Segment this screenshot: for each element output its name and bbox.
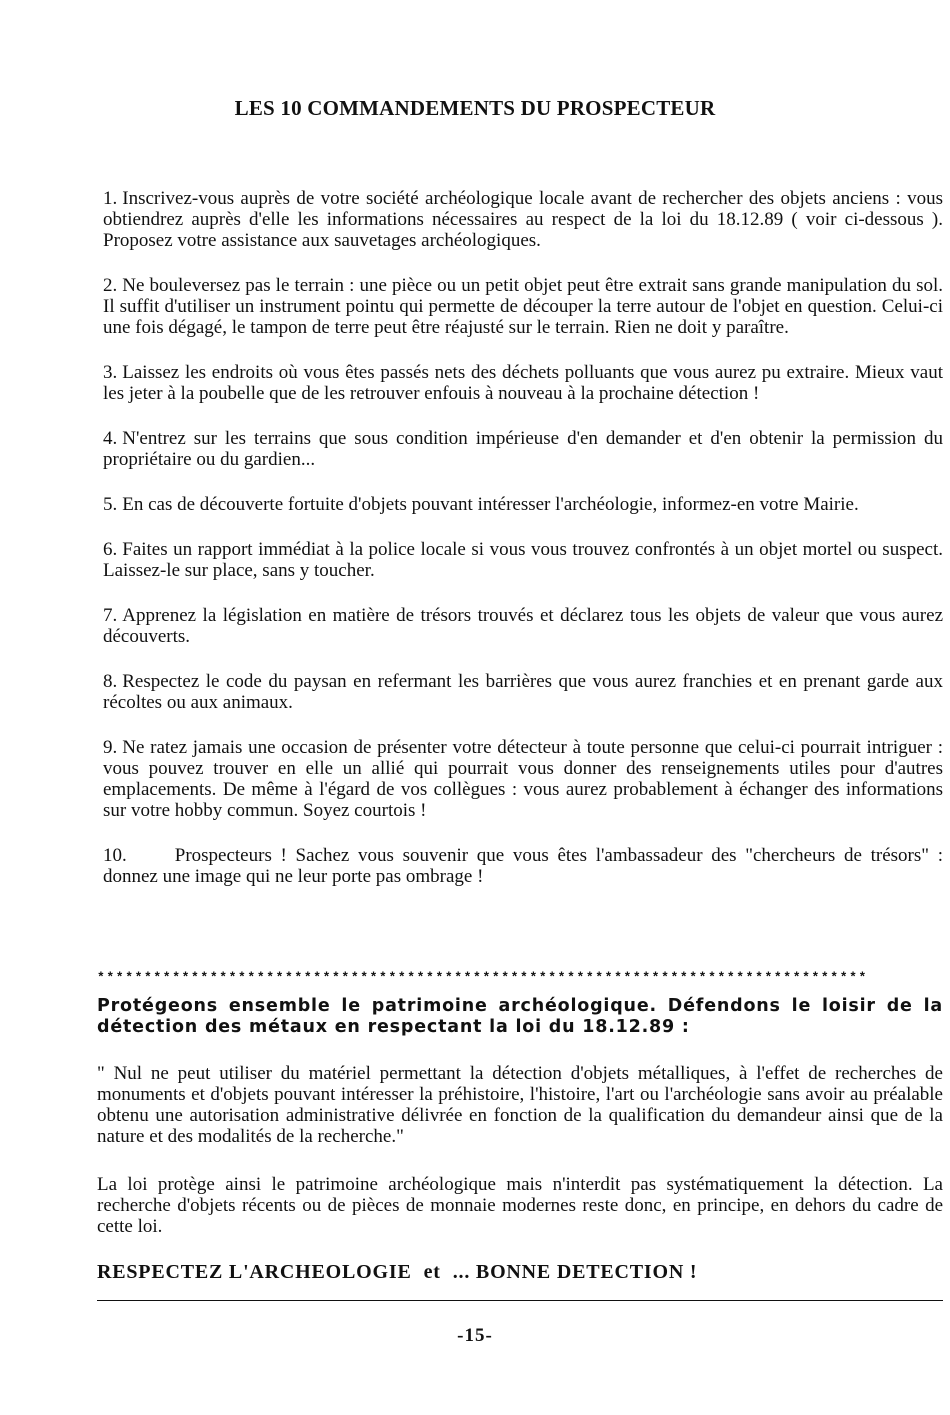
commandment-text: En cas de découverte fortuite d'objets pouvant intéresser l'archéologie, informez-en votre Mairie.	[122, 494, 859, 515]
horizontal-rule	[97, 1300, 943, 1301]
appeal-heading: Protégeons ensemble le patrimoine archéologique. Défendons le loisir de la détection des métaux en respectant la loi du 18.12.89 :	[97, 996, 943, 1037]
commandment-4	[103, 428, 943, 470]
commandment-number: 7.	[103, 605, 118, 626]
commandments-list	[103, 188, 943, 911]
commandment-number: 5.	[103, 494, 118, 515]
commandment-text: Apprenez la législation en matière de trésors trouvés et déclarez tous les objets de valeur que vous aurez découverts.	[103, 605, 943, 647]
asterisk-separator: **********************************************************************************	[97, 970, 868, 985]
commandment-number: 9.	[103, 737, 118, 758]
law-note: La loi protège ainsi le patrimoine archéologique mais n'interdit pas systématiquement la détection. La recherche d'objets récents ou de pièces de monnaie modernes reste donc, en principe, en dehors du cadre de cette loi.	[97, 1174, 943, 1237]
document-title: LES 10 COMMANDEMENTS DU PROSPECTEUR	[234, 96, 716, 120]
commandment-2	[103, 275, 943, 338]
commandment-text: Laissez les endroits où vous êtes passés nets des déchets polluants que vous aurez pu extraire. Mieux vaut les jeter à la poubelle que de les retrouver enfouis à nouveau à la prochaine détection !	[103, 362, 943, 404]
commandment-7	[103, 605, 943, 647]
commandment-text: Prospecteurs ! Sachez vous souvenir que vous êtes l'ambassadeur des "chercheurs de trésors" : donnez une image qui ne leur porte pas ombrage !	[103, 845, 943, 887]
commandment-text: Inscrivez-vous auprès de votre société archéologique locale avant de rechercher des objets anciens : vous obtiendrez auprès d'elle les informations nécessaires au respect de la loi du 18.12.89 ( voir ci-dessous ). Proposez votre assistance aux sauvetages archéologiques.	[103, 188, 943, 251]
commandment-5	[103, 494, 943, 515]
commandment-9	[103, 737, 943, 821]
commandment-1	[103, 188, 943, 251]
commandment-6	[103, 539, 943, 581]
commandment-number: 6.	[103, 539, 118, 560]
closing-slogan	[97, 1261, 697, 1284]
slogan-et: et	[423, 1261, 441, 1283]
commandment-8	[103, 671, 943, 713]
commandment-text: Ne bouleversez pas le terrain : une pièce ou un petit objet peut être extrait sans grande manipulation du sol. Il suffit d'utiliser un instrument pointu qui permette de découper la terre autour de l'objet en question. Celui-ci une fois dégagé, le tampon de terre peut être réajusté sur le terrain. Rien ne doit y paraître.	[103, 275, 943, 338]
commandment-number: 10.	[103, 845, 127, 866]
commandment-text: Respectez le code du paysan en refermant les barrières que vous aurez franchies et en prenant garde aux récoltes ou aux animaux.	[103, 671, 943, 713]
page-number: -15-	[457, 1325, 493, 1346]
commandment-text: Ne ratez jamais une occasion de présenter votre détecteur à toute personne que celui-ci pourrait intriguer : vous pouvez trouver en elle un allié qui pourrait vous donner des renseignements utiles pour d'autres emplacements. De même à l'égard de vos collègues : vous aurez probablement à échanger des informations sur votre hobby commun. Soyez courtois !	[103, 737, 943, 821]
commandment-text: N'entrez sur les terrains que sous condition impérieuse d'en demander et d'en obtenir la permission du propriétaire ou du gardien...	[103, 428, 943, 470]
slogan-part-2: ... BONNE DETECTION !	[452, 1261, 698, 1283]
commandment-10	[103, 845, 943, 887]
commandment-text: Faites un rapport immédiat à la police locale si vous vous trouvez confrontés à un objet mortel ou suspect. Laissez-le sur place, sans y toucher.	[103, 539, 943, 581]
commandment-number: 2.	[103, 275, 118, 296]
commandment-number: 4.	[103, 428, 118, 449]
commandment-number: 1.	[103, 188, 118, 209]
commandment-number: 8.	[103, 671, 118, 692]
commandment-3	[103, 362, 943, 404]
law-quote: " Nul ne peut utiliser du matériel permettant la détection d'objets métalliques, à l'effet de recherches de monuments et d'objets pouvant intéresser la préhistoire, l'histoire, l'art ou l'archéologie sans avoir au préalable obtenu une autorisation administrative délivrée en fonction de la qualification du demandeur ainsi que de la nature et des modalités de la recherche."	[97, 1063, 943, 1147]
slogan-part-1: RESPECTEZ L'ARCHEOLOGIE	[97, 1261, 412, 1283]
commandment-number: 3.	[103, 362, 118, 383]
